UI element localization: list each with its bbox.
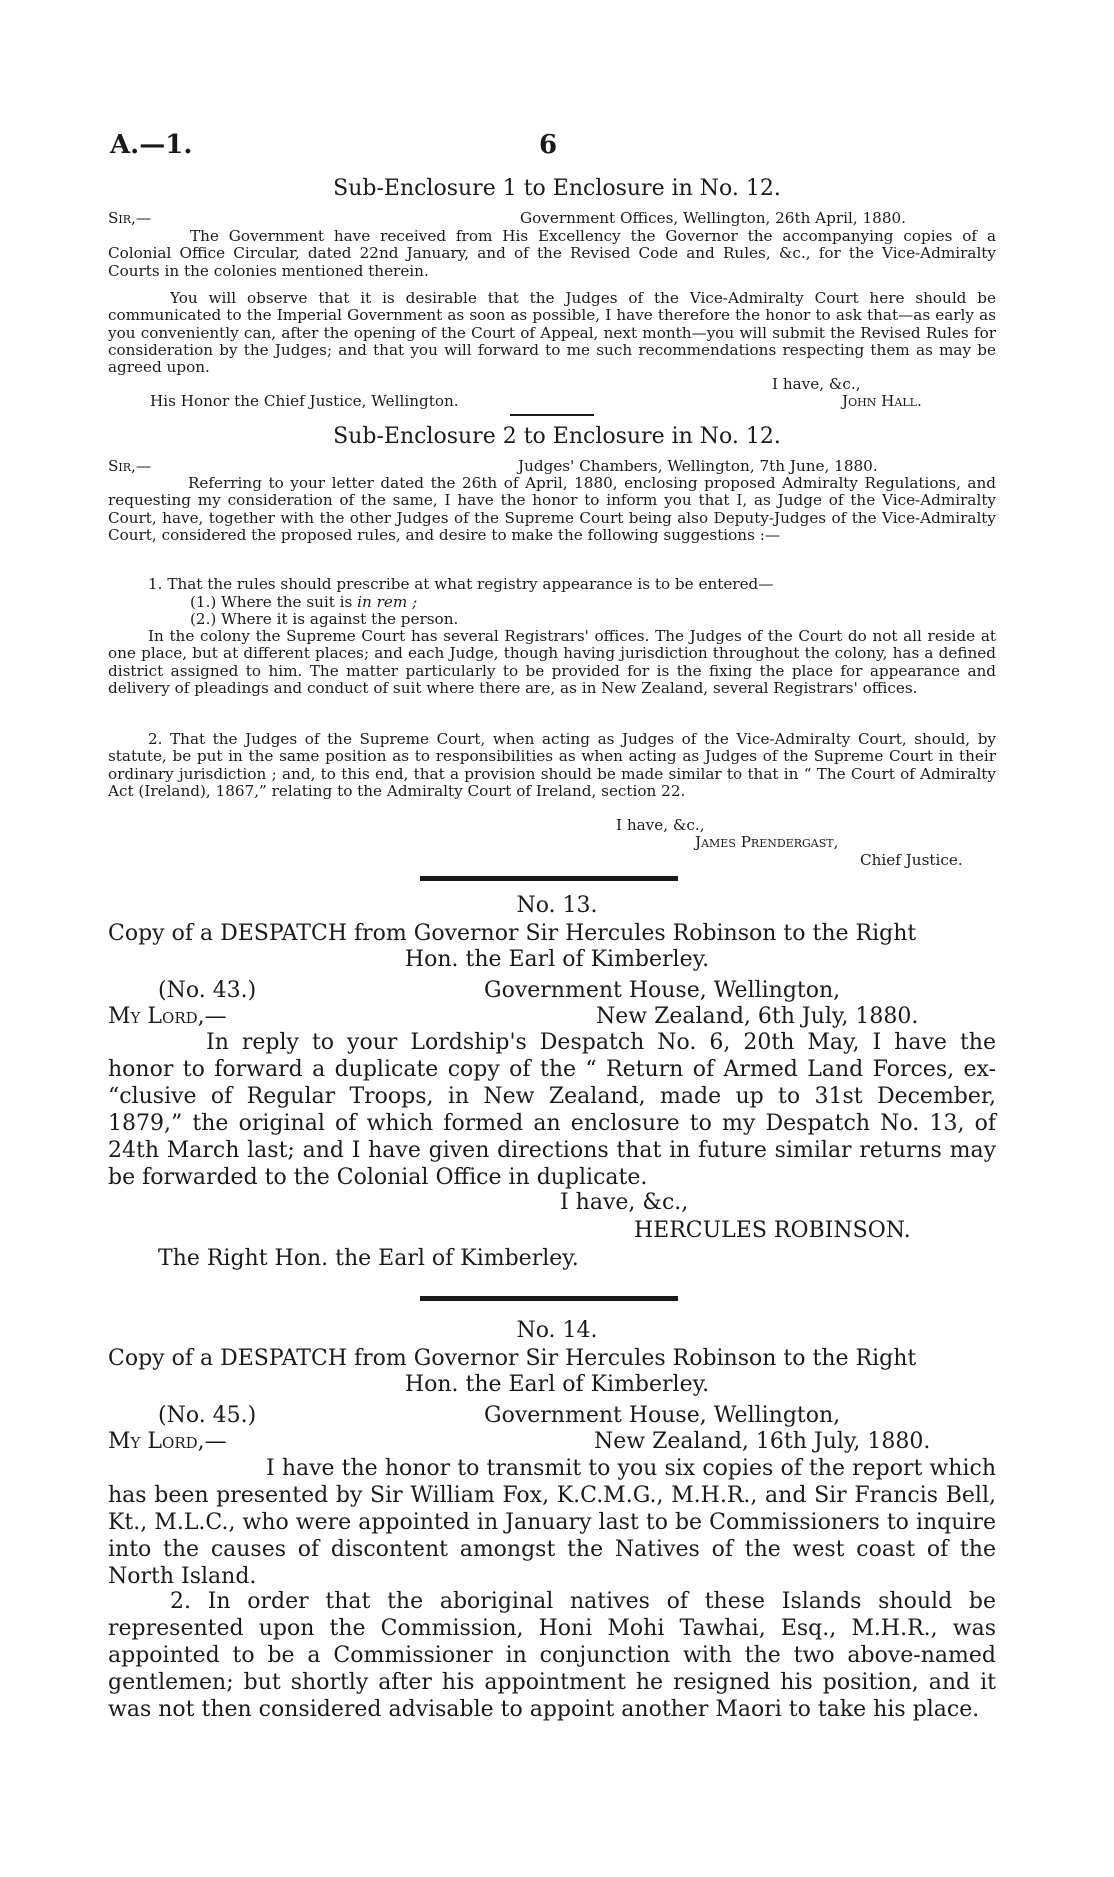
sub2-dateline: Judges' Chambers, Wellington, 7th June, 1880. [518, 457, 878, 475]
no13-salutation: My Lord,— [108, 1004, 227, 1029]
no13-date: New Zealand, 6th July, 1880. [596, 1004, 919, 1029]
no14-title-line-1: Copy of a DESPATCH from Governor Sir Hercules Robinson to the Right [108, 1346, 917, 1371]
sub1-closing: I have, &c., [772, 375, 861, 393]
sub1-salutation: Sir,— [108, 209, 152, 227]
sub1-paragraph-2: You will observe that it is desirable that the Judges of the Vice-Admiralty Court here should be communicated to the Imperial Government as soon as possible, I have therefore the honor to ask that—as early as you conveniently can, after the opening of the Court of Appeal, next month—you will submit the Revised Rules for consideration by the Judges; and that you will forward to me such recommendations respecting them as may be agreed upon. [108, 289, 996, 377]
sub2-item-1b: (2.) Where it is against the person. [190, 610, 459, 628]
sub2-paragraph-1: Referring to your letter dated the 26th of April, 1880, enclosing proposed Admiralty Regulations, and requesting my consideration of the same, I have the honor to inform you that I, as Judge of the Vice-Admiralty Court, have, together with the other Judges of the Supreme Court being also Deputy-Judges of the Vice-Admiralty Court, considered the proposed rules, and desire to make the following suggestions :— [108, 474, 996, 544]
section-divider [420, 876, 678, 881]
sub-enclosure-2-title: Sub-Enclosure 2 to Enclosure in No. 12. [333, 424, 781, 449]
sub2-closing: I have, &c., [616, 816, 705, 834]
sub1-addressee: His Honor the Chief Justice, Wellington. [150, 392, 459, 410]
sub2-item-1a [190, 594, 417, 611]
no14-paragraph-2: 2. In order that the aboriginal natives of these Islands should be represented upon the Commission, Honi Mohi Tawhai, Esq., M.H.R., was appointed to be a Commissioner in conjunction with the two above-named gentlemen; but shortly after his appointment he resigned his position, and it was not then considered advisable to appoint another Maori to take his place. [108, 1589, 996, 1722]
sub2-paragraph-3: 2. That the Judges of the Supreme Court, when acting as Judges of the Vice-Admiralty Court, should, by statute, be put in the same position as to responsibilities as when acting as Judges of the Supreme Court in their ordinary jurisdiction ; and, to this end, that a provision should be made similar to that in “ The Court of Admiralty Act (Ireland), 1867,” relating to the Admiralty Court of Ireland, section 22. [108, 730, 996, 800]
no13-place: Government House, Wellington, [484, 978, 841, 1003]
sub1-signature: John Hall. [842, 392, 922, 410]
no13-reference: (No. 43.) [158, 978, 257, 1003]
no13-title-line-2: Hon. the Earl of Kimberley. [404, 947, 710, 972]
sub2-item-1: 1. That the rules should prescribe at what registry appearance is to be entered— [148, 575, 774, 593]
no14-reference: (No. 45.) [158, 1403, 257, 1428]
document-reference: A.—1. [110, 130, 193, 160]
page-number: 6 [539, 130, 558, 160]
sub2-item-1a-text: (1.) Where the suit is [190, 593, 358, 611]
section-divider [510, 414, 594, 416]
no14-date: New Zealand, 16th July, 1880. [594, 1429, 931, 1454]
sub1-paragraph-1: The Government have received from His Excellency the Governor the accompanying copies of a Colonial Office Circular, dated 22nd January, and of the Revised Code and Rules, &c., for the Vice-Admiralty Courts in the colonies mentioned therein. [108, 227, 996, 280]
sub2-salutation: Sir,— [108, 457, 152, 475]
no13-number: No. 13. [516, 893, 598, 918]
no13-addressee: The Right Hon. the Earl of Kimberley. [158, 1246, 579, 1271]
sub1-dateline: Government Offices, Wellington, 26th April, 1880. [520, 209, 906, 227]
no14-place: Government House, Wellington, [484, 1403, 841, 1428]
sub-enclosure-1-title: Sub-Enclosure 1 to Enclosure in No. 12. [333, 176, 781, 201]
no14-paragraph-1: I have the honor to transmit to you six copies of the report which has been presented by Sir William Fox, K.C.M.G., M.H.R., and Sir Francis Bell, Kt., M.L.C., who were appointed in January last to be Commissioners to inquire into the causes of discontent amongst the Natives of the west coast of the North Island. [108, 1456, 996, 1589]
sub2-item-1a-italic: in rem ; [357, 593, 418, 611]
no14-salutation: My Lord,— [108, 1429, 227, 1454]
no13-signature: HERCULES ROBINSON. [634, 1218, 911, 1243]
no14-number: No. 14. [516, 1318, 598, 1343]
no13-paragraph-1: In reply to your Lordship's Despatch No. 6, 20th May, I have the honor to forward a duplicate copy of the “ Return of Armed Land Forces, ex- “clusive of Regular Troops, in New Zealand, made up to 31st December, 1879,” the original of which formed an enclosure to my Despatch No. 13, of 24th March last; and I have given directions that in future similar returns may be forwarded to the Colonial Office in duplicate. [108, 1030, 996, 1190]
sub2-paragraph-2: In the colony the Supreme Court has several Registrars' offices. The Judges of the Court do not all reside at one place, but at different places; and each Judge, though having jurisdiction throughout the colony, has a defined district assigned to him. The matter particularly to be provided for is the fixing the place for appearance and delivery of pleadings and conduct of suit where there are, as in New Zealand, several Registrars' offices. [108, 627, 996, 697]
no13-closing: I have, &c., [560, 1190, 689, 1215]
no13-title-line-1: Copy of a DESPATCH from Governor Sir Hercules Robinson to the Right [108, 921, 917, 946]
no14-title-line-2: Hon. the Earl of Kimberley. [404, 1372, 710, 1397]
sub2-signature-title: Chief Justice. [860, 851, 963, 869]
section-divider [420, 1296, 678, 1301]
sub2-signature: James Prendergast, [695, 833, 839, 851]
